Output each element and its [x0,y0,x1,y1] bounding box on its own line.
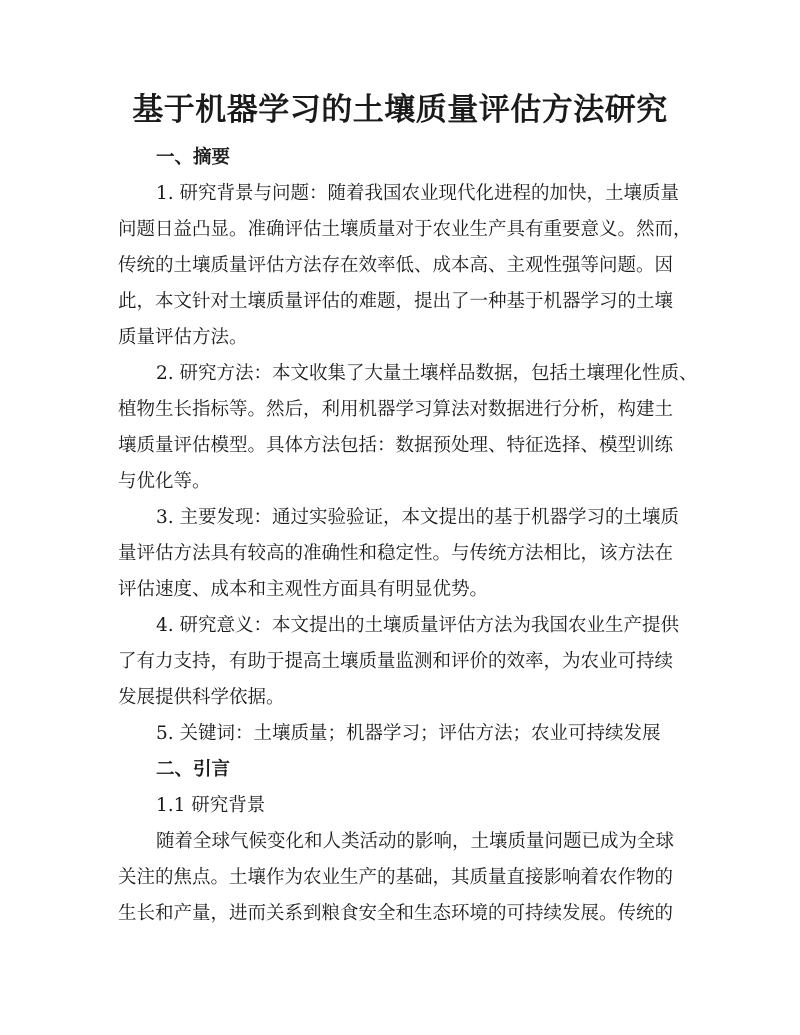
paragraph-line: 问题日益凸显。准确评估土壤质量对于农业生产具有重要意义。然而， [118,219,692,240]
paragraph-line: 2. 研究方法：本文收集了大量土壤样品数据，包括土壤理化性质、 [156,363,698,384]
paragraph-line: 1. 研究背景与问题：随着我国农业现代化进程的加快，土壤质量 [156,183,680,204]
paragraph-methods [118,356,698,500]
paragraph-line: 量评估方法具有较高的准确性和稳定性。与传统方法相比，该方法在 [118,543,674,564]
subsection-heading-background: 1.1 研究背景 [156,795,266,816]
paragraph-intro-background [118,824,684,932]
document-title: 基于机器学习的土壤质量评估方法研究 [132,92,668,128]
paragraph-findings [118,500,684,608]
paragraph-background [118,176,692,356]
section-heading-abstract: 一、摘要 [156,147,231,168]
paragraph-line: 3. 主要发现：通过实验验证，本文提出的基于机器学习的土壤质 [156,507,680,528]
paragraph-line: 评估速度、成本和主观性方面具有明显优势。 [118,579,489,600]
paragraph-keywords [118,716,684,752]
paragraph-significance [118,608,684,716]
document-body [118,140,698,932]
paragraph-line: 此，本文针对土壤质量评估的难题，提出了一种基于机器学习的土壤 [118,291,674,312]
paragraph-line: 壤质量评估模型。具体方法包括：数据预处理、特征选择、模型训练 [118,435,674,456]
paragraph-line: 与优化等。 [118,471,211,492]
paragraph-line: 了有力支持，有助于提高土壤质量监测和评价的效率，为农业可持续 [118,651,674,672]
paragraph-line: 发展提供科学依据。 [118,687,285,708]
paragraph-line: 关注的焦点。土壤作为农业生产的基础，其质量直接影响着农作物的 [118,867,674,888]
paragraph-line: 植物生长指标等。然后，利用机器学习算法对数据进行分析，构建土 [118,399,674,420]
paragraph-line: 4. 研究意义：本文提出的土壤质量评估方法为我国农业生产提供 [156,615,680,636]
section-heading-introduction: 二、引言 [156,759,231,780]
paragraph-line: 传统的土壤质量评估方法存在效率低、成本高、主观性强等问题。因 [118,255,674,276]
paragraph-line: 生长和产量，进而关系到粮食安全和生态环境的可持续发展。传统的 [118,903,674,924]
paragraph-line: 质量评估方法。 [118,327,248,348]
paragraph-line: 随着全球气候变化和人类活动的影响，土壤质量问题已成为全球 [156,831,675,852]
paragraph-line: 5. 关键词：土壤质量；机器学习；评估方法；农业可持续发展 [156,723,661,744]
